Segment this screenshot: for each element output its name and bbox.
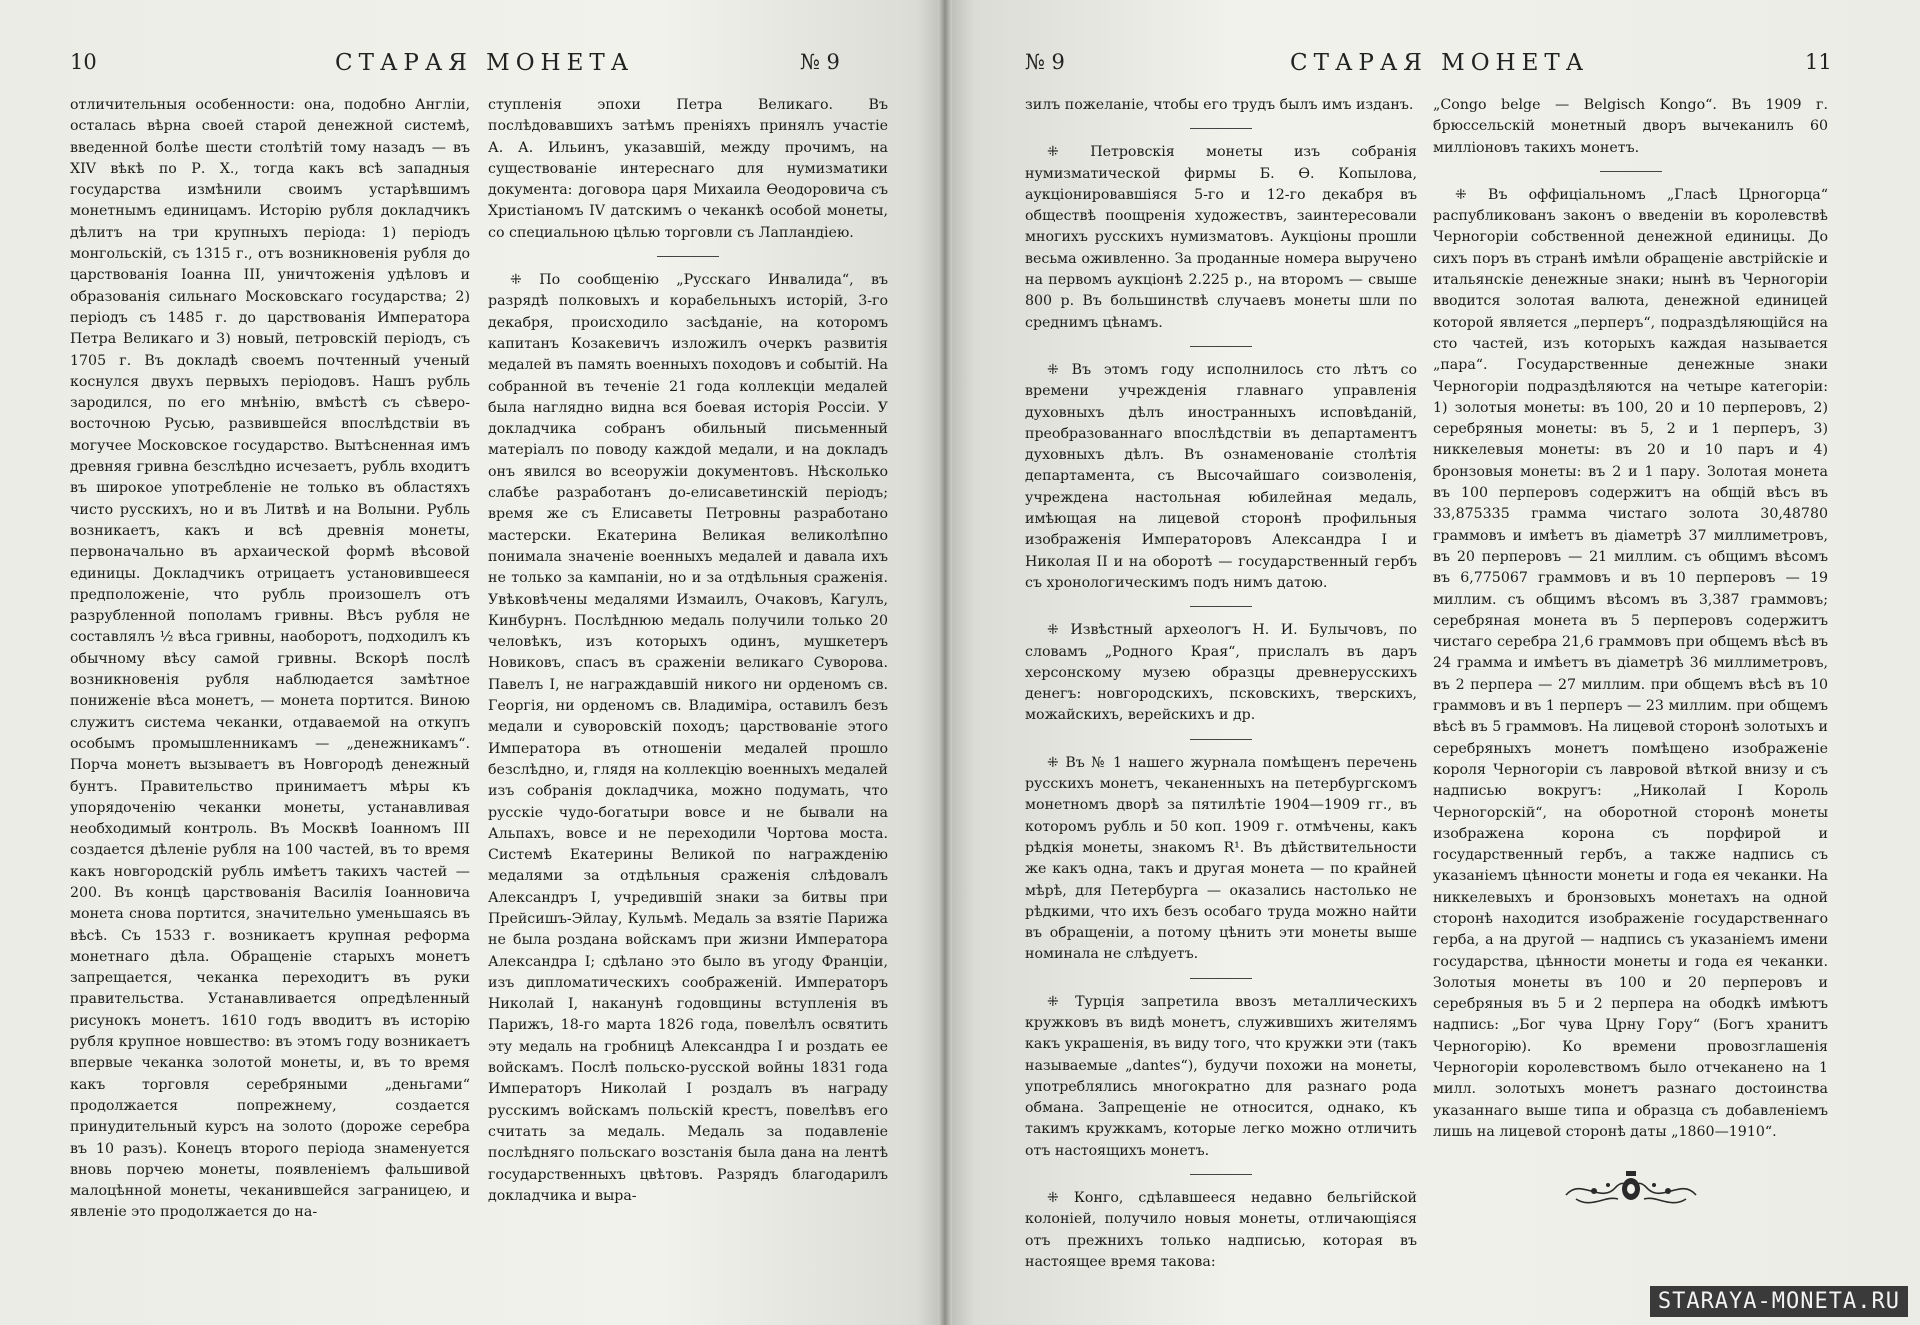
item-marker-icon: ⁜: [1047, 1190, 1059, 1207]
left-issue-number: № 9: [800, 50, 840, 74]
item-marker-icon: ⁜: [1047, 622, 1059, 639]
item-marker-icon: ⁜: [1455, 186, 1467, 203]
left-column-2: [488, 95, 888, 1207]
separator-line: [1190, 606, 1252, 607]
paragraph: ступленія эпохи Петра Великаго. Въ послѣдовавшихъ затѣмъ преніяхъ принялъ участіе А. А. Ильинъ, указавшій, между прочимъ, на существованіе интереснаго для нумизматики документа: договора царя Михаила Ѳеодоровича съ Христіаномъ IV датскимъ о чеканкѣ особой монеты, со специальною цѣлью торговли съ Лапландіею.: [488, 97, 888, 241]
paragraph: отличительныя особенности: она, подобно Англіи, осталась вѣрна своей старой денежной системѣ, введенной болѣе шести столѣтій тому назадъ — въ XIV вѣкѣ по Р. Х., тогда какъ всѣ западныя государства измѣнили своимъ устарѣвшимъ монетнымъ единицамъ. Исторію рубля докладчикъ дѣлитъ на три крупныхъ періода: 1) періодъ монгольскій, съ 1315 г., отъ возникновенія рубля до царствованія Іоанна III, уничтоженія удѣловъ и образованія сильнаго Московскаго государства; 2) періодъ съ 1485 г. до царствованія Императора Петра Великаго и 3) новый, петровскій періодъ, съ 1705 г. Въ докладѣ своемъ почтенный ученый коснулся двухъ первыхъ періодовъ. Нашъ рубль зародился, по его мнѣнію, вмѣстѣ съ сѣверо-восточною Русью, развившейся впослѣдствіи въ могучее Московское государство. Вытѣсненная имъ древняя гривна безслѣдно исчезаетъ, рубль входитъ въ широкое употребленіе не только въ областяхъ чисто русскихъ, но и въ Литвѣ и на Волыни. Рубль возникаетъ, какъ и всѣ древнія монеты, первоначально въ архаической формѣ вѣсовой единицы. Докладчикъ отрицаетъ установившееся предположеніе, что рубль произошелъ отъ разрубленной пополамъ гривны. Вѣсъ рубля не составлялъ ½ вѣса гривны, наоборотъ, подходилъ къ обычному вѣсу самой гривны. Вскорѣ послѣ возникновенія рубля наблюдается замѣтное пониженіе вѣса монетъ, — монета портится. Виною служитъ система чеканки, отдаваемой на откупъ особымъ промышленникамъ — „денежникамъ“. Порча монетъ вызываетъ въ Новгородѣ денежный бунтъ. Правительство принимаетъ мѣры къ упорядоченію чеканки монеты, устанавливая необходимый контроль. Въ Москвѣ Іоанномъ III создается дѣленіе рубля на 100 частей, въ то время какъ новгородскій рубль имѣетъ такихъ частей — 200. Въ концѣ царствованія Василія Іоанновича монета снова портится, значительно уменьшаясь въ вѣсѣ. Съ 1533 г. возникаетъ крупная реформа монетнаго дѣла. Обращеніе старыхъ монетъ запрещается, чеканка переходитъ въ руки правительства. Устанавливается опредѣленный рисунокъ монетъ. 1610 годъ вводитъ въ исторію рубля крупное новшество: въ этомъ году возникаетъ впервые чеканка золотой монеты, и, въ то время какъ торговля серебряными „деньгами“ продолжается попрежнему, создается принудительный курсъ на золото (дороже серебра въ 10 разъ). Конецъ второго періода знаменуется вновь порчею монеты, появленіемъ фальшивой малоцѣнной монеты, чеканившейся заграницею, и явленіе это продолжается до на-: [70, 97, 470, 1221]
separator-line: [1190, 128, 1252, 129]
right-column-1: [1025, 95, 1417, 1273]
news-item: ⁜ Въ этомъ году исполнилось сто лѣтъ со времени учрежденія главнаго управленія духовныхъ дѣлъ иностранныхъ исповѣданій, преобразованнаго впослѣдствіи въ департаментъ духовныхъ дѣлъ. Въ ознаменованіе столѣтія департамента, съ Высочайшаго соизволенія, учреждена настольная юбилейная медаль, имѣющая на лицевой сторонѣ профильныя изображенія Императоровъ Александра I и Николая II и на оборотѣ — государственный гербъ съ хронологическимъ подъ нимъ датою.: [1025, 361, 1417, 591]
news-item: ⁜ Конго, сдѣлавшееся недавно бельгійской колоніей, получило новыя монеты, отличающіяся отъ прежнихъ только надписью, которая въ настоящее время такова:: [1025, 1190, 1417, 1270]
paragraph: зилъ пожеланіе, чтобы его трудъ былъ имъ изданъ.: [1025, 97, 1414, 113]
news-item: ⁜ Петровскія монеты изъ собранія нумизматической фирмы Б. Ѳ. Копылова, аукціонировавшіяся 5-го и 12-го декабря въ обществѣ поощренія художествъ, заинтересовали многихъ русскихъ нумизматовъ. Аукціоны прошли весьма оживленно. За проданные номера выручено на первомъ аукціонѣ 2.225 р., на второмъ — свыше 800 р. Въ большинствѣ случаевъ монеты шли по среднимъ цѣнамъ.: [1025, 144, 1417, 331]
separator-line: [1190, 346, 1252, 347]
right-page-number: 11: [1805, 50, 1832, 74]
right-running-title: СТАРАЯ МОНЕТА: [1290, 50, 1590, 76]
separator-line: [1600, 171, 1662, 172]
left-running-title: СТАРАЯ МОНЕТА: [335, 50, 635, 76]
news-item: ⁜ По сообщенію „Русскаго Инвалида“, въ разрядѣ полковыхъ и корабельныхъ исторій, 3-го декабря, происходило засѣданіе, на которомъ капитанъ Козакевичъ изложилъ очеркъ развитія медалей въ память военныхъ походовъ и событій. На собранной въ теченіе 21 года коллекціи медалей была наглядно видна вся боевая исторія Россіи. У докладчика собранъ обильный письменный матеріалъ по поводу каждой медали, и на докладъ онъ явился во всеоружіи документовъ. Нѣсколько слабѣе разработанъ до-елисаветинскій періодъ; время же съ Елисаветы Петровны разработано мастерски. Екатерина Великая великолѣпно понимала значеніе военныхъ медалей и давала ихъ не только за кампаніи, но и за отдѣльныя сраженія. Увѣковѣчены медалями Измаилъ, Очаковъ, Кагулъ, Кинбурнъ. Послѣднюю медаль получили только 20 человѣкъ, изъ которыхъ одинъ, мушкетеръ Новиковъ, спасъ въ сраженіи великаго Суворова. Павелъ I, не награждавшій никого ни орденомъ св. Георгія, ни орденомъ св. Владиміра, оставилъ безъ медали и суворовскій походъ; царствованіе этого Императора въ отношеніи медалей прошло безслѣдно, и, глядя на коллекцію военныхъ медалей изъ собранія докладчика, можно подумать, что русскіе чудо-богатыри вовсе и не бывали на Альпахъ, вовсе и не переходили Чортова моста. Системѣ Екатерины Великой по награжденію медалями за отдѣльныя сраженія слѣдовалъ Александръ I, учредившій знаки за битвы при Прейсишъ-Эйлау, Кульмѣ. Медаль за взятіе Парижа не была роздана войскамъ при жизни Императора Александра I; сдѣлано это было въ угоду Франціи, изъ дипломатическихъ соображеній. Императоръ Николай I, наканунѣ годовщины вступленія въ Парижъ, 18-го марта 1826 года, повелѣлъ освятить эту медаль на гробницѣ Александра I и роздать ее войскамъ. Послѣ польско-русской войны 1831 года Императоръ Николай I роздалъ въ награду русскимъ войскамъ польскій крестъ, повелѣвъ его считать за медаль. Медаль за подавленіе послѣдняго польскаго возстанія была дана на лентѣ государственныхъ цвѣтовъ. Разрядъ благодарилъ докладчика и выра-: [488, 272, 888, 1204]
site-watermark: STARAYA-MONETA.RU: [1650, 1286, 1908, 1317]
separator-line: [1190, 739, 1252, 740]
left-page-number: 10: [70, 50, 97, 74]
item-marker-icon: ⁜: [1047, 754, 1059, 771]
book-spine: [938, 0, 952, 1325]
news-item: ⁜ Въ № 1 нашего журнала помѣщенъ перечень русскихъ монетъ, чеканенныхъ на петербургскомъ монетномъ дворѣ за пятилѣтіе 1904—1909 гг., въ которомъ рубль и 50 коп. 1909 г. отмѣчены, какъ рѣдкія монеты, знакомъ R¹. Въ дѣйствительности же какъ одна, такъ и другая монета — по крайней мѣрѣ, для Петербурга — оказались настолько не рѣдкими, что ихъ безъ особаго труда можно найти въ обращеніи, а потому цѣнить эти монеты выше номинала не слѣдуетъ.: [1025, 754, 1418, 963]
left-column-1: [70, 95, 470, 1224]
news-item: ⁜ Въ оффиціальномъ „Гласѣ Црногорца“ распубликованъ законъ о введеніи въ королевствѣ Черногоріи собственной денежной единицы. До сихъ поръ въ странѣ имѣли обращеніе австрійскіе и итальянскіе денежные знаки; нынѣ въ Черногоріи вводится золотая валюта, денежной единицей которой является „перперъ“, подраздѣляющійся на сто частей, изъ которыхъ каждая называется „пара“. Государственные денежные знаки Черногоріи подраздѣляются на четыре категоріи: 1) золотыя монеты: въ 100, 20 и 10 перперовъ, 2) серебряныя монеты: въ 5, 2 и 1 перперъ, 3) никкелевыя монеты: въ 20 и 10 паръ и 4) бронзовыя монеты: въ 2 и 1 пару. Золотая монета въ 100 перперовъ содержитъ на общій вѣсъ въ 33,875335 грамма чистаго золота 30,48780 граммовъ и имѣетъ въ діаметрѣ 37 миллиметровъ, въ 20 перперовъ — 21 миллим. съ общимъ вѣсомъ въ 6,775067 граммовъ и въ 10 перперовъ — 19 миллим. съ общимъ вѣсомъ въ 3,387 граммовъ; серебряная монета въ 5 перперовъ содержитъ чистаго серебра 21,6 граммовъ при общемъ вѣсѣ въ 24 грамма и имѣетъ въ діаметрѣ 36 миллиметровъ, въ 2 перпера — 27 миллим. при общемъ вѣсѣ въ 10 граммовъ и въ 1 перперъ — 23 миллим. при общемъ вѣсѣ въ 5 граммовъ. На лицевой сторонѣ золотыхъ и серебряныхъ монетъ помѣщено изображеніе короля Черногоріи съ лавровой вѣткой внизу и съ надписью вокругъ: „Николай I Король Черногорскій“, на оборотной сторонѣ монеты изображена корона съ порфирой и государственный гербъ, а также надпись съ указаніемъ цѣнности монеты и года ея чеканки. На никкелевыхъ и бронзовыхъ монетахъ на одной сторонѣ находится изображеніе государственнаго герба, а на другой — надпись съ указаніемъ имени государства, цѣнности монеты и года ея чеканки. Золотыя монеты въ 100 и 20 перперовъ и серебряныя въ 5 и 2 перпера на ободкѣ имѣютъ надпись: „Бог чува Црну Гору“ (Богъ хранитъ Черногорію). Ко времени провозглашенія Черногоріи королевствомъ было отчеканено на 1 милл. золотыхъ монетъ разнаго достоинства указаннаго выше типа и образца съ добавленіемъ лишь на лицевой сторонѣ даты „1860—1910“.: [1433, 186, 1828, 1140]
item-marker-icon: ⁜: [510, 272, 522, 289]
news-item: ⁜ Извѣстный археологъ Н. И. Булычовъ, по словамъ „Родного Края“, прислалъ въ даръ херсонскому музею образцы древнерусскихъ денегъ: новгородскихъ, псковскихъ, тверскихъ, можайскихъ, верейскихъ и др.: [1025, 622, 1417, 724]
separator-line: [1190, 978, 1252, 979]
right-column-2: [1433, 95, 1828, 1211]
separator-line: [657, 256, 719, 257]
item-marker-icon: ⁜: [1047, 993, 1059, 1010]
item-marker-icon: ⁜: [1047, 144, 1059, 161]
paragraph: „Congo belge — Belgisch Kongo“. Въ 1909 г. брюссельскій монетный дворъ вычеканилъ 60 милліоновъ такихъ монетъ.: [1433, 97, 1828, 156]
separator-line: [1190, 1174, 1252, 1175]
right-issue-number: № 9: [1025, 50, 1065, 74]
ornament-vignette-icon: [1556, 1165, 1706, 1211]
item-marker-icon: ⁜: [1047, 361, 1059, 378]
news-item: ⁜ Турція запретила ввозъ металлическихъ кружковъ въ видѣ монетъ, служившихъ жителямъ какъ украшенія, въ виду того, что кружки эти (такъ называемые „dantes“), будучи похожи на монеты, употреблялись многократно для разнаго рода обмана. Запрещеніе не относится, однако, къ такимъ кружкамъ, которые легко можно отличить отъ настоящихъ монетъ.: [1025, 993, 1417, 1159]
